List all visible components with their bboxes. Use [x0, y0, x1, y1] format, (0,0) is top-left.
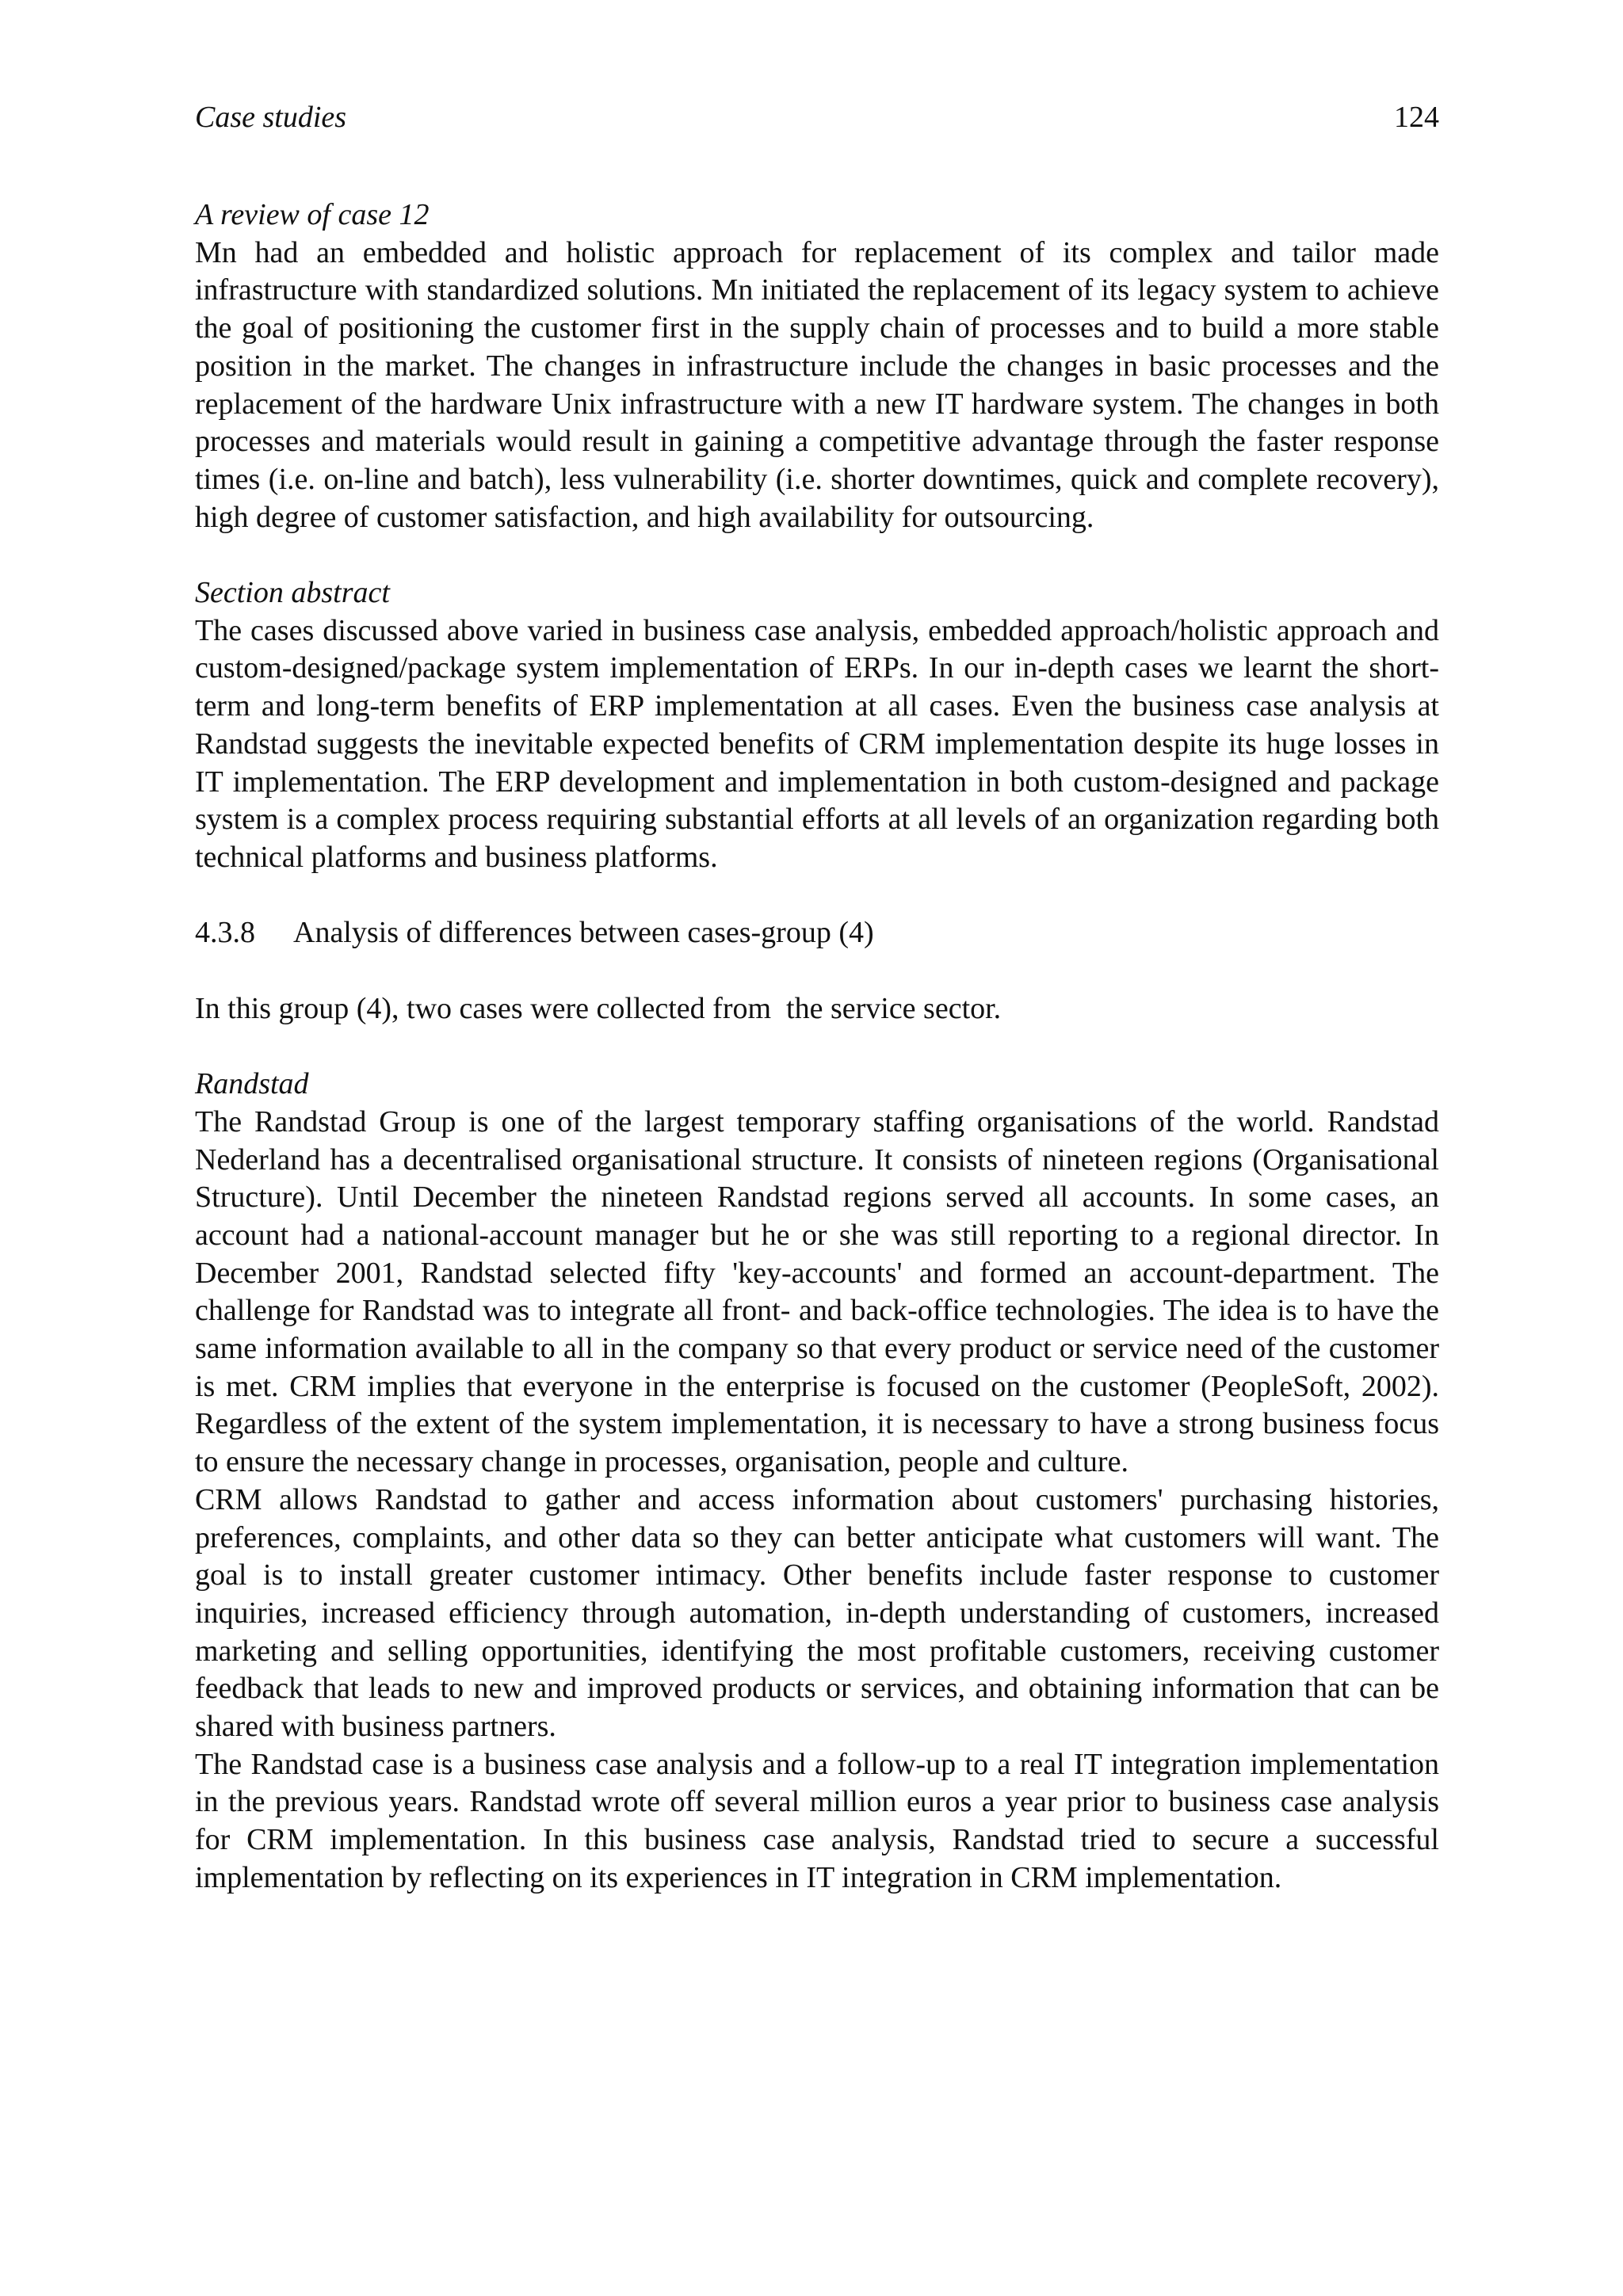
page-content — [195, 196, 1439, 1897]
spacer — [195, 877, 1439, 915]
randstad-paragraph-2: CRM allows Randstad to gather and access information about customers' purchasing histories, preferences, complaints, and other data so they can better anticipate what customers will want. The goal is to install greater customer intimacy. Other benefits include faster response to customer inquiries, increased efficiency through automation, in-depth understanding of customers, increased marketing and selling opportunities, identifying the most profitable customers, receiving customer feedback that leads to new and improved products or services, and obtaining information that can be shared with business partners. — [195, 1482, 1439, 1744]
section-number: 4.3.8 — [195, 916, 255, 950]
spacer — [195, 952, 1439, 990]
review-paragraph: Mn had an embedded and holistic approach for replacement of its complex and tailor made infrastructure with standardized solutions. Mn initiated the replacement of its legacy system to achieve the goal of positioning the customer first in the supply chain of processes and to build a more stable position in the market. The changes in infrastructure include the changes in basic processes and the replacement of the hardware Unix infrastructure with a new IT hardware system. The changes in both processes and materials would result in gaining a competitive advantage through the faster response times (i.e. on-line and batch), less vulnerability (i.e. shorter downtimes, quick and complete recovery), high degree of customer satisfaction, and high availability for outsourcing. — [195, 235, 1439, 534]
randstad-paragraph-1: The Randstad Group is one of the largest temporary staffing organisations of the world. Randstad Nederland has a decentralised organisational structure. It consists of nineteen regions (Organisational Structure). Until December the nineteen Randstad regions served all accounts. In some cases, an account had a national-account manager but he or she was still reporting to a regional director. In December 2001, Randstad selected fifty 'key-accounts' and formed an account-department. The challenge for Randstad was to integrate all front- and back-office technologies. The idea is to have the same information available to all in the company so that every product or service need of the customer is met. CRM implies that everyone in the enterprise is focused on the customer (PeopleSoft, 2002). Regardless of the extent of the system implementation, it is necessary to have a strong business focus to ensure the necessary change in processes, organisation, people and culture. — [195, 1104, 1439, 1479]
running-header — [195, 93, 1439, 141]
running-title: Case studies — [195, 101, 347, 134]
review-heading: A review of case 12 — [195, 198, 430, 231]
document-page — [195, 93, 1439, 1894]
abstract-paragraph: The cases discussed above varied in business case analysis, embedded approach/holistic approach and custom-designed/package system implementation of ERPs. In our in-depth cases we learnt the short-term and long-term benefits of ERP implementation at all cases. Even the business case analysis at Randstad suggests the inevitable expected benefits of CRM implementation despite its huge losses in IT implementation. The ERP development and implementation in both custom-designed and package system is a complex process requiring substantial efforts at all levels of an organization regarding both technical platforms and business platforms. — [195, 613, 1439, 874]
section-heading — [195, 914, 1439, 952]
abstract-heading: Section abstract — [195, 576, 390, 610]
section-intro: In this group (4), two cases were collected from the service sector. — [195, 991, 1002, 1025]
spacer — [195, 1028, 1439, 1066]
randstad-heading: Randstad — [195, 1067, 309, 1101]
section-title: Analysis of differences between cases-group (4) — [293, 916, 874, 950]
spacer — [195, 536, 1439, 574]
page-number: 124 — [1394, 101, 1439, 134]
randstad-paragraph-3: The Randstad case is a business case analysis and a follow-up to a real IT integration implementation in the previous years. Randstad wrote off several million euros a year prior to business case analysis for CRM implementation. In this business case analysis, Randstad tried to secure a successful implementation by reflecting on its experiences in IT integration in CRM implementation. — [195, 1747, 1439, 1894]
